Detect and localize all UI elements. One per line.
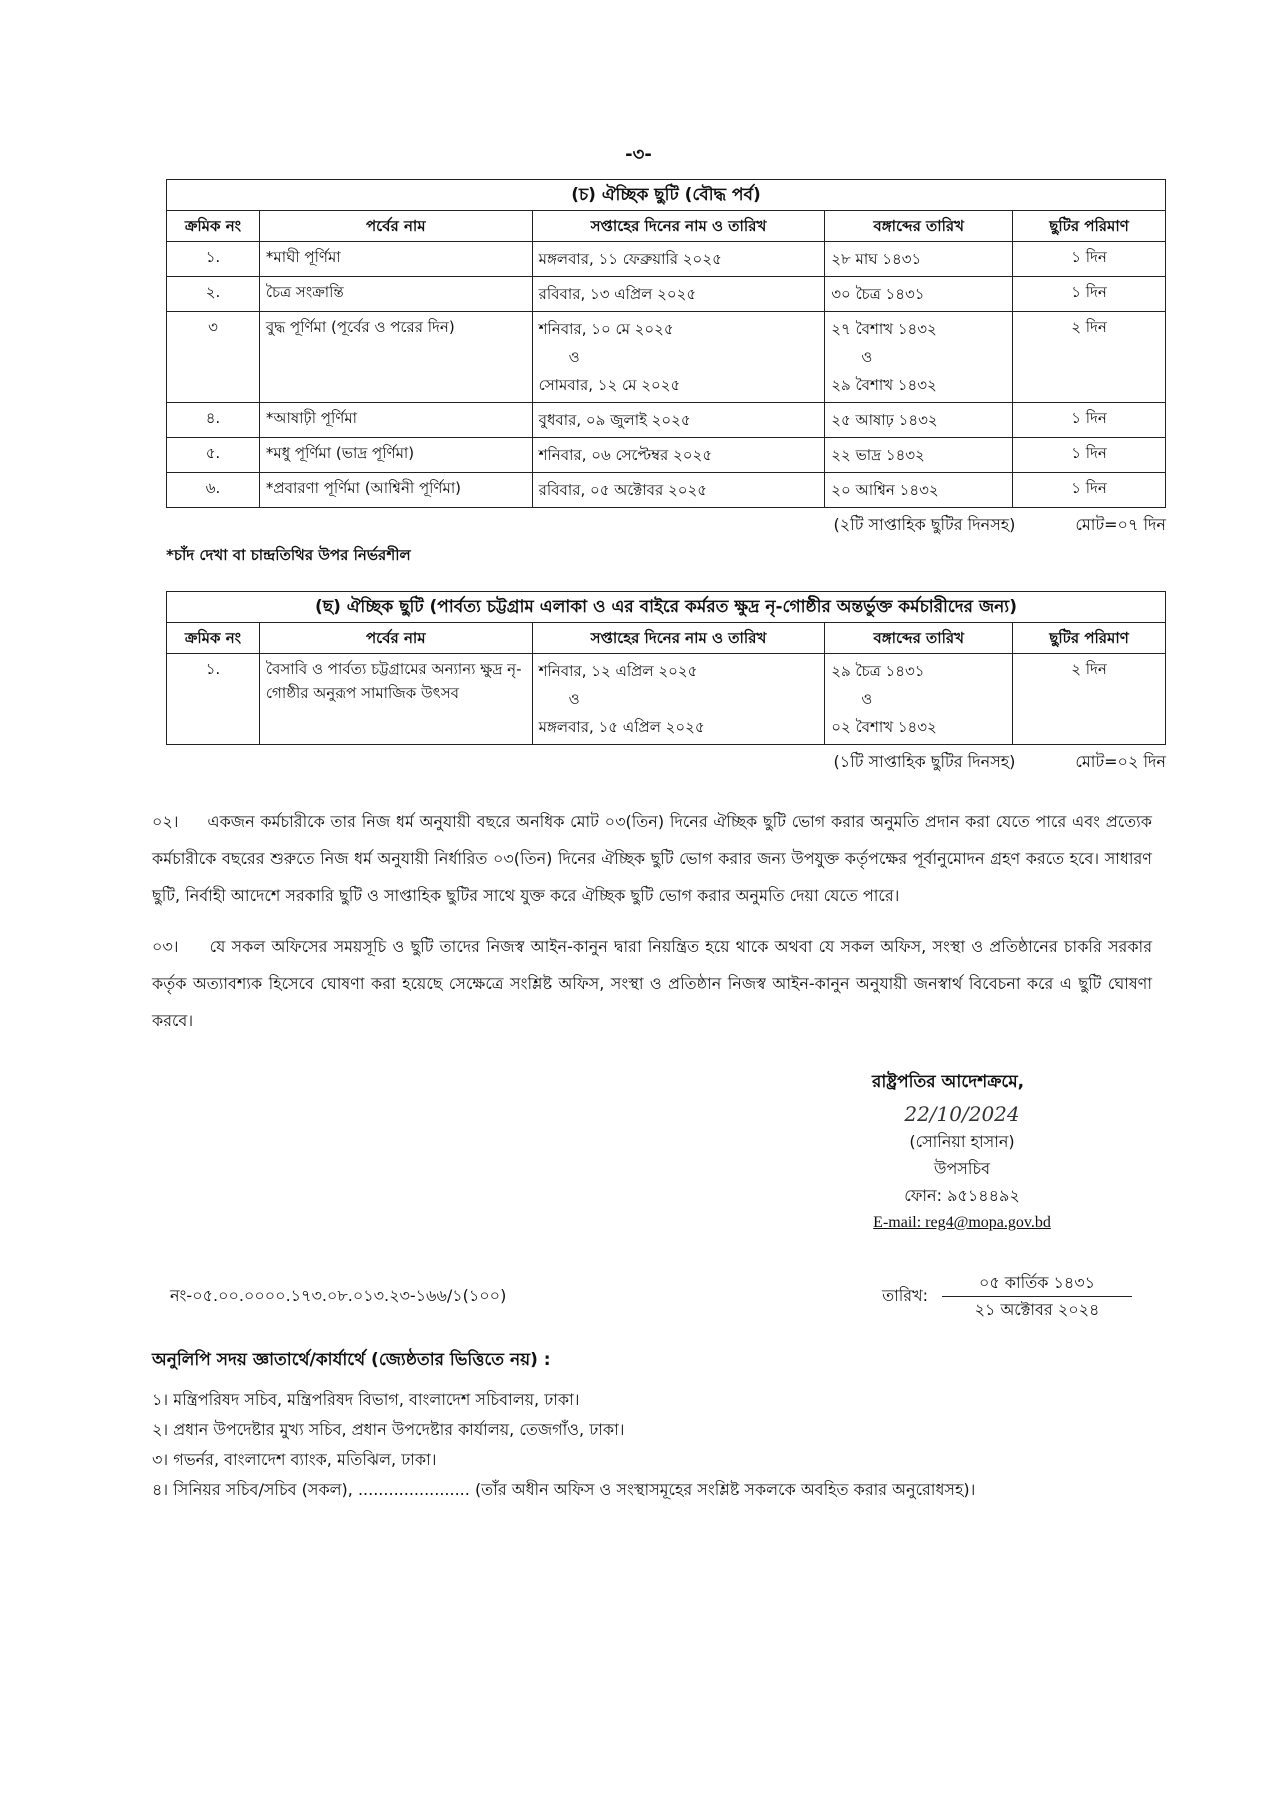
cell-line: ২৫ আষাঢ় ১৪৩২ <box>831 411 938 429</box>
weekday-date-cell <box>532 312 825 403</box>
cell-line: ২৮ মাঘ ১৪৩১ <box>831 250 922 268</box>
paragraph-number: ০২। <box>152 812 179 831</box>
paragraph-02 <box>152 803 1152 914</box>
serial-cell: ২. <box>167 277 260 312</box>
column-header: ছুটির পরিমাণ <box>1013 211 1166 242</box>
bangla-date-cell <box>825 277 1013 312</box>
signer-email[interactable]: E-mail: reg4@mopa.gov.bd <box>873 1214 1051 1231</box>
serial-cell: ১. <box>167 242 260 277</box>
table-title: (চ) ঐচ্ছিক ছুটি (বৌদ্ধ পর্ব) <box>167 180 1166 211</box>
leave-amount-cell: ১ দিন <box>1013 473 1166 508</box>
weekday-date-cell <box>532 438 825 473</box>
column-header: বঙ্গাব্দের তারিখ <box>825 211 1013 242</box>
cell-line: ০২ বৈশাখ ১৪৩২ <box>831 718 937 736</box>
cell-line: সোমবার, ১২ মে ২০২৫ <box>538 376 681 394</box>
copy-item: ২। প্রধান উপদেষ্টার মুখ্য সচিব, প্রধান উপদেষ্টার কার্যালয়, তেজগাঁও, ঢাকা। <box>152 1420 625 1439</box>
table-row <box>167 277 1166 312</box>
column-header: ক্রমিক নং <box>167 211 260 242</box>
cell-line: রবিবার, ০৫ অক্টোবর ২০২৫ <box>538 481 708 499</box>
column-header: পর্বের নাম <box>259 211 532 242</box>
table-row <box>167 242 1166 277</box>
serial-cell: ১. <box>167 654 260 745</box>
cell-line: রবিবার, ১৩ এপ্রিল ২০২৫ <box>538 285 697 303</box>
cell-line: ২৯ চৈত্র ১৪৩১ <box>831 662 925 680</box>
cell-line: ২২ ভাদ্র ১৪৩২ <box>831 446 925 464</box>
leave-amount-cell: ১ দিন <box>1013 242 1166 277</box>
serial-cell: ৪. <box>167 403 260 438</box>
table-row <box>167 403 1166 438</box>
date-stack <box>942 1270 1132 1323</box>
cell-line: শনিবার, ১০ মে ২০২৫ <box>538 320 674 338</box>
column-header: পর্বের নাম <box>259 623 532 654</box>
serial-cell: ৫. <box>167 438 260 473</box>
leave-amount-cell: ২ দিন <box>1013 312 1166 403</box>
memo-date-row <box>152 1270 1132 1323</box>
table-title: (ছ) ঐচ্ছিক ছুটি (পার্বত্য চট্টগ্রাম এলাকা ও এর বাইরে কর্মরত ক্ষুদ্র নৃ-গোষ্ঠীর অন্তর্ভুক্ত কর্মচারীদের জন্য) <box>167 592 1166 623</box>
festival-name-cell: *প্রবারণা পূর্ণিমা (আশ্বিনী পূর্ণিমা) <box>259 473 532 508</box>
column-header: সপ্তাহের দিনের নাম ও তারিখ <box>532 623 825 654</box>
cell-line: মঙ্গলবার, ১৫ এপ্রিল ২০২৫ <box>538 718 705 736</box>
ethnic-holiday-table <box>166 591 1166 745</box>
cell-line: মঙ্গলবার, ১১ ফেব্রুয়ারি ২০২৫ <box>538 250 722 268</box>
table-row <box>167 438 1166 473</box>
bangla-date-cell <box>825 242 1013 277</box>
weekday-date-cell <box>532 654 825 745</box>
table-row <box>167 654 1166 745</box>
table1-total: মোট=০৭ দিন <box>1075 515 1166 534</box>
signer-phone: ফোন: ৯৫১৪৪৯২ <box>904 1186 1020 1205</box>
table2-note: (১টি সাপ্তাহিক ছুটির দিনসহ) <box>833 752 1016 771</box>
date-bangla: ০৫ কার্তিক ১৪৩১ <box>942 1270 1132 1297</box>
cell-line: ও <box>568 348 580 366</box>
date-english: ২১ অক্টোবর ২০২৪ <box>974 1300 1100 1319</box>
copy-item: ৩। গভর্নর, বাংলাদেশ ব্যাংক, মতিঝিল, ঢাকা। <box>152 1450 437 1469</box>
leave-amount-cell: ১ দিন <box>1013 438 1166 473</box>
bangla-date-cell <box>825 654 1013 745</box>
cell-line: ৩০ চৈত্র ১৪৩১ <box>831 285 925 303</box>
cell-line: শনিবার, ০৬ সেপ্টেম্বর ২০২৫ <box>538 446 713 464</box>
cell-line: ২০ আশ্বিন ১৪৩২ <box>831 481 939 499</box>
festival-name-cell: *আষাঢ়ী পূর্ণিমা <box>259 403 532 438</box>
paragraph-text: যে সকল অফিসের সময়সূচি ও ছুটি তাদের নিজস্ব আইন-কানুন দ্বারা নিয়ন্ত্রিত হয়ে থাকে অথবা যে সকল অফিস, সংস্থা ও প্রতিষ্ঠানের চাকরি সরকার কর্তৃক অত্যাবশ্যক হিসেবে ঘোষণা করা হয়েছে সেক্ষেত্রে সংশ্লিষ্ট অফিস, সংস্থা ও প্রতিষ্ঠান নিজস্ব আইন-কানুন অনুযায়ী জনস্বার্থ বিবেচনা করে এ ছুটি ঘোষণা করবে। <box>152 937 1152 1030</box>
column-header: বঙ্গাব্দের তারিখ <box>825 623 1013 654</box>
weekday-date-cell <box>532 242 825 277</box>
cell-line: শনিবার, ১২ এপ্রিল ২০২৫ <box>538 662 698 680</box>
signer-designation: উপসচিব <box>933 1159 990 1178</box>
serial-cell: ৬. <box>167 473 260 508</box>
festival-name-cell: *মাঘী পূর্ণিমা <box>259 242 532 277</box>
cell-line: ও <box>568 690 580 708</box>
cell-line: ২৯ বৈশাখ ১৪৩২ <box>831 376 937 394</box>
festival-name-cell: *মধু পূর্ণিমা (ভাদ্র পূর্ণিমা) <box>259 438 532 473</box>
table-row <box>167 312 1166 403</box>
bangla-date-cell <box>825 403 1013 438</box>
table-row <box>167 473 1166 508</box>
column-header: সপ্তাহের দিনের নাম ও তারিখ <box>532 211 825 242</box>
weekday-date-cell <box>532 277 825 312</box>
signature-block <box>842 1101 1082 1236</box>
handwritten-signature-date: 22/10/2024 <box>904 1102 1020 1126</box>
cell-line: ও <box>861 690 873 708</box>
copy-item: ৪। সিনিয়র সচিব/সচিব (সকল), ...................... (তাঁর অধীন অফিস ও সংস্থাসমূহের সংশ্লিষ্ট সকলকে অবহিত করার অনুরোধসহ)। <box>152 1480 976 1499</box>
cell-line: ও <box>861 348 873 366</box>
signer-name: (সোনিয়া হাসান) <box>909 1132 1015 1151</box>
order-line: রাষ্ট্রপতির আদেশক্রমে, <box>872 1072 1025 1092</box>
cell-line: বুধবার, ০৯ জুলাই ২০২৫ <box>538 411 691 429</box>
serial-cell: ৩ <box>167 312 260 403</box>
memo-number: নং-০৫.০০.০০০০.১৭৩.০৮.০১৩.২৩-১৬৬/১(১০০) <box>170 1286 507 1305</box>
bangla-date-cell <box>825 473 1013 508</box>
copy-heading: অনুলিপি সদয় জ্ঞাতার্থে/কার্যার্থে (জ্যেষ্ঠতার ভিত্তিতে নয়) : <box>152 1350 551 1370</box>
leave-amount-cell: ১ দিন <box>1013 403 1166 438</box>
paragraph-number: ০৩। <box>152 937 179 956</box>
festival-name-cell: বৈসাবি ও পার্বত্য চট্টগ্রামের অন্যান্য ক্ষুদ্র নৃ-গোষ্ঠীর অনুরূপ সামাজিক উৎসব <box>259 654 532 745</box>
cell-line: ২৭ বৈশাখ ১৪৩২ <box>831 320 937 338</box>
copy-item: ১। মন্ত্রিপরিষদ সচিব, মন্ত্রিপরিষদ বিভাগ, বাংলাদেশ সচিবালয়, ঢাকা। <box>152 1390 580 1409</box>
date-label: তারিখ: <box>882 1286 928 1305</box>
leave-amount-cell: ১ দিন <box>1013 277 1166 312</box>
column-header: ছুটির পরিমাণ <box>1013 623 1166 654</box>
copy-list <box>152 1385 1132 1505</box>
paragraph-text: একজন কর্মচারীকে তার নিজ ধর্ম অনুযায়ী বছরে অনধিক মোট ০৩(তিন) দিনের ঐচ্ছিক ছুটি ভোগ করার অনুমতি প্রদান করা যেতে পারে এবং প্রত্যেক কর্মচারীকে বছরের শুরুতে নিজ ধর্ম অনুযায়ী নির্ধারিত ০৩(তিন) দিনের ঐচ্ছিক ছুটি ভোগ করার জন্য উপযুক্ত কর্তৃপক্ষের পূর্বানুমোদন গ্রহণ করতে হবে। সাধারণ ছুটি, নির্বাহী আদেশে সরকারি ছুটি ও সাপ্তাহিক ছুটির সাথে যুক্ত করে ঐচ্ছিক ছুটি ভোগ করার অনুমতি দেয়া যেতে পারে। <box>152 812 1152 905</box>
festival-name-cell: বুদ্ধ পূর্ণিমা (পূর্বের ও পরের দিন) <box>259 312 532 403</box>
bangla-date-cell <box>825 438 1013 473</box>
weekday-date-cell <box>532 473 825 508</box>
table1-note: (২টি সাপ্তাহিক ছুটির দিনসহ) <box>833 515 1016 534</box>
table1-summary <box>166 514 1166 536</box>
column-header: ক্রমিক নং <box>167 623 260 654</box>
date-block <box>882 1270 1132 1323</box>
page-number: -৩- <box>625 144 652 165</box>
table2-total: মোট=০২ দিন <box>1075 752 1166 771</box>
leave-amount-cell: ২ দিন <box>1013 654 1166 745</box>
paragraph-03 <box>152 928 1152 1039</box>
bangla-date-cell <box>825 312 1013 403</box>
table2-summary <box>166 751 1166 773</box>
buddhist-holiday-table <box>166 179 1166 508</box>
footnote: *চাঁদ দেখা বা চান্দ্রতিথির উপর নির্ভরশীল <box>166 546 411 564</box>
festival-name-cell: চৈত্র সংক্রান্তি <box>259 277 532 312</box>
weekday-date-cell <box>532 403 825 438</box>
